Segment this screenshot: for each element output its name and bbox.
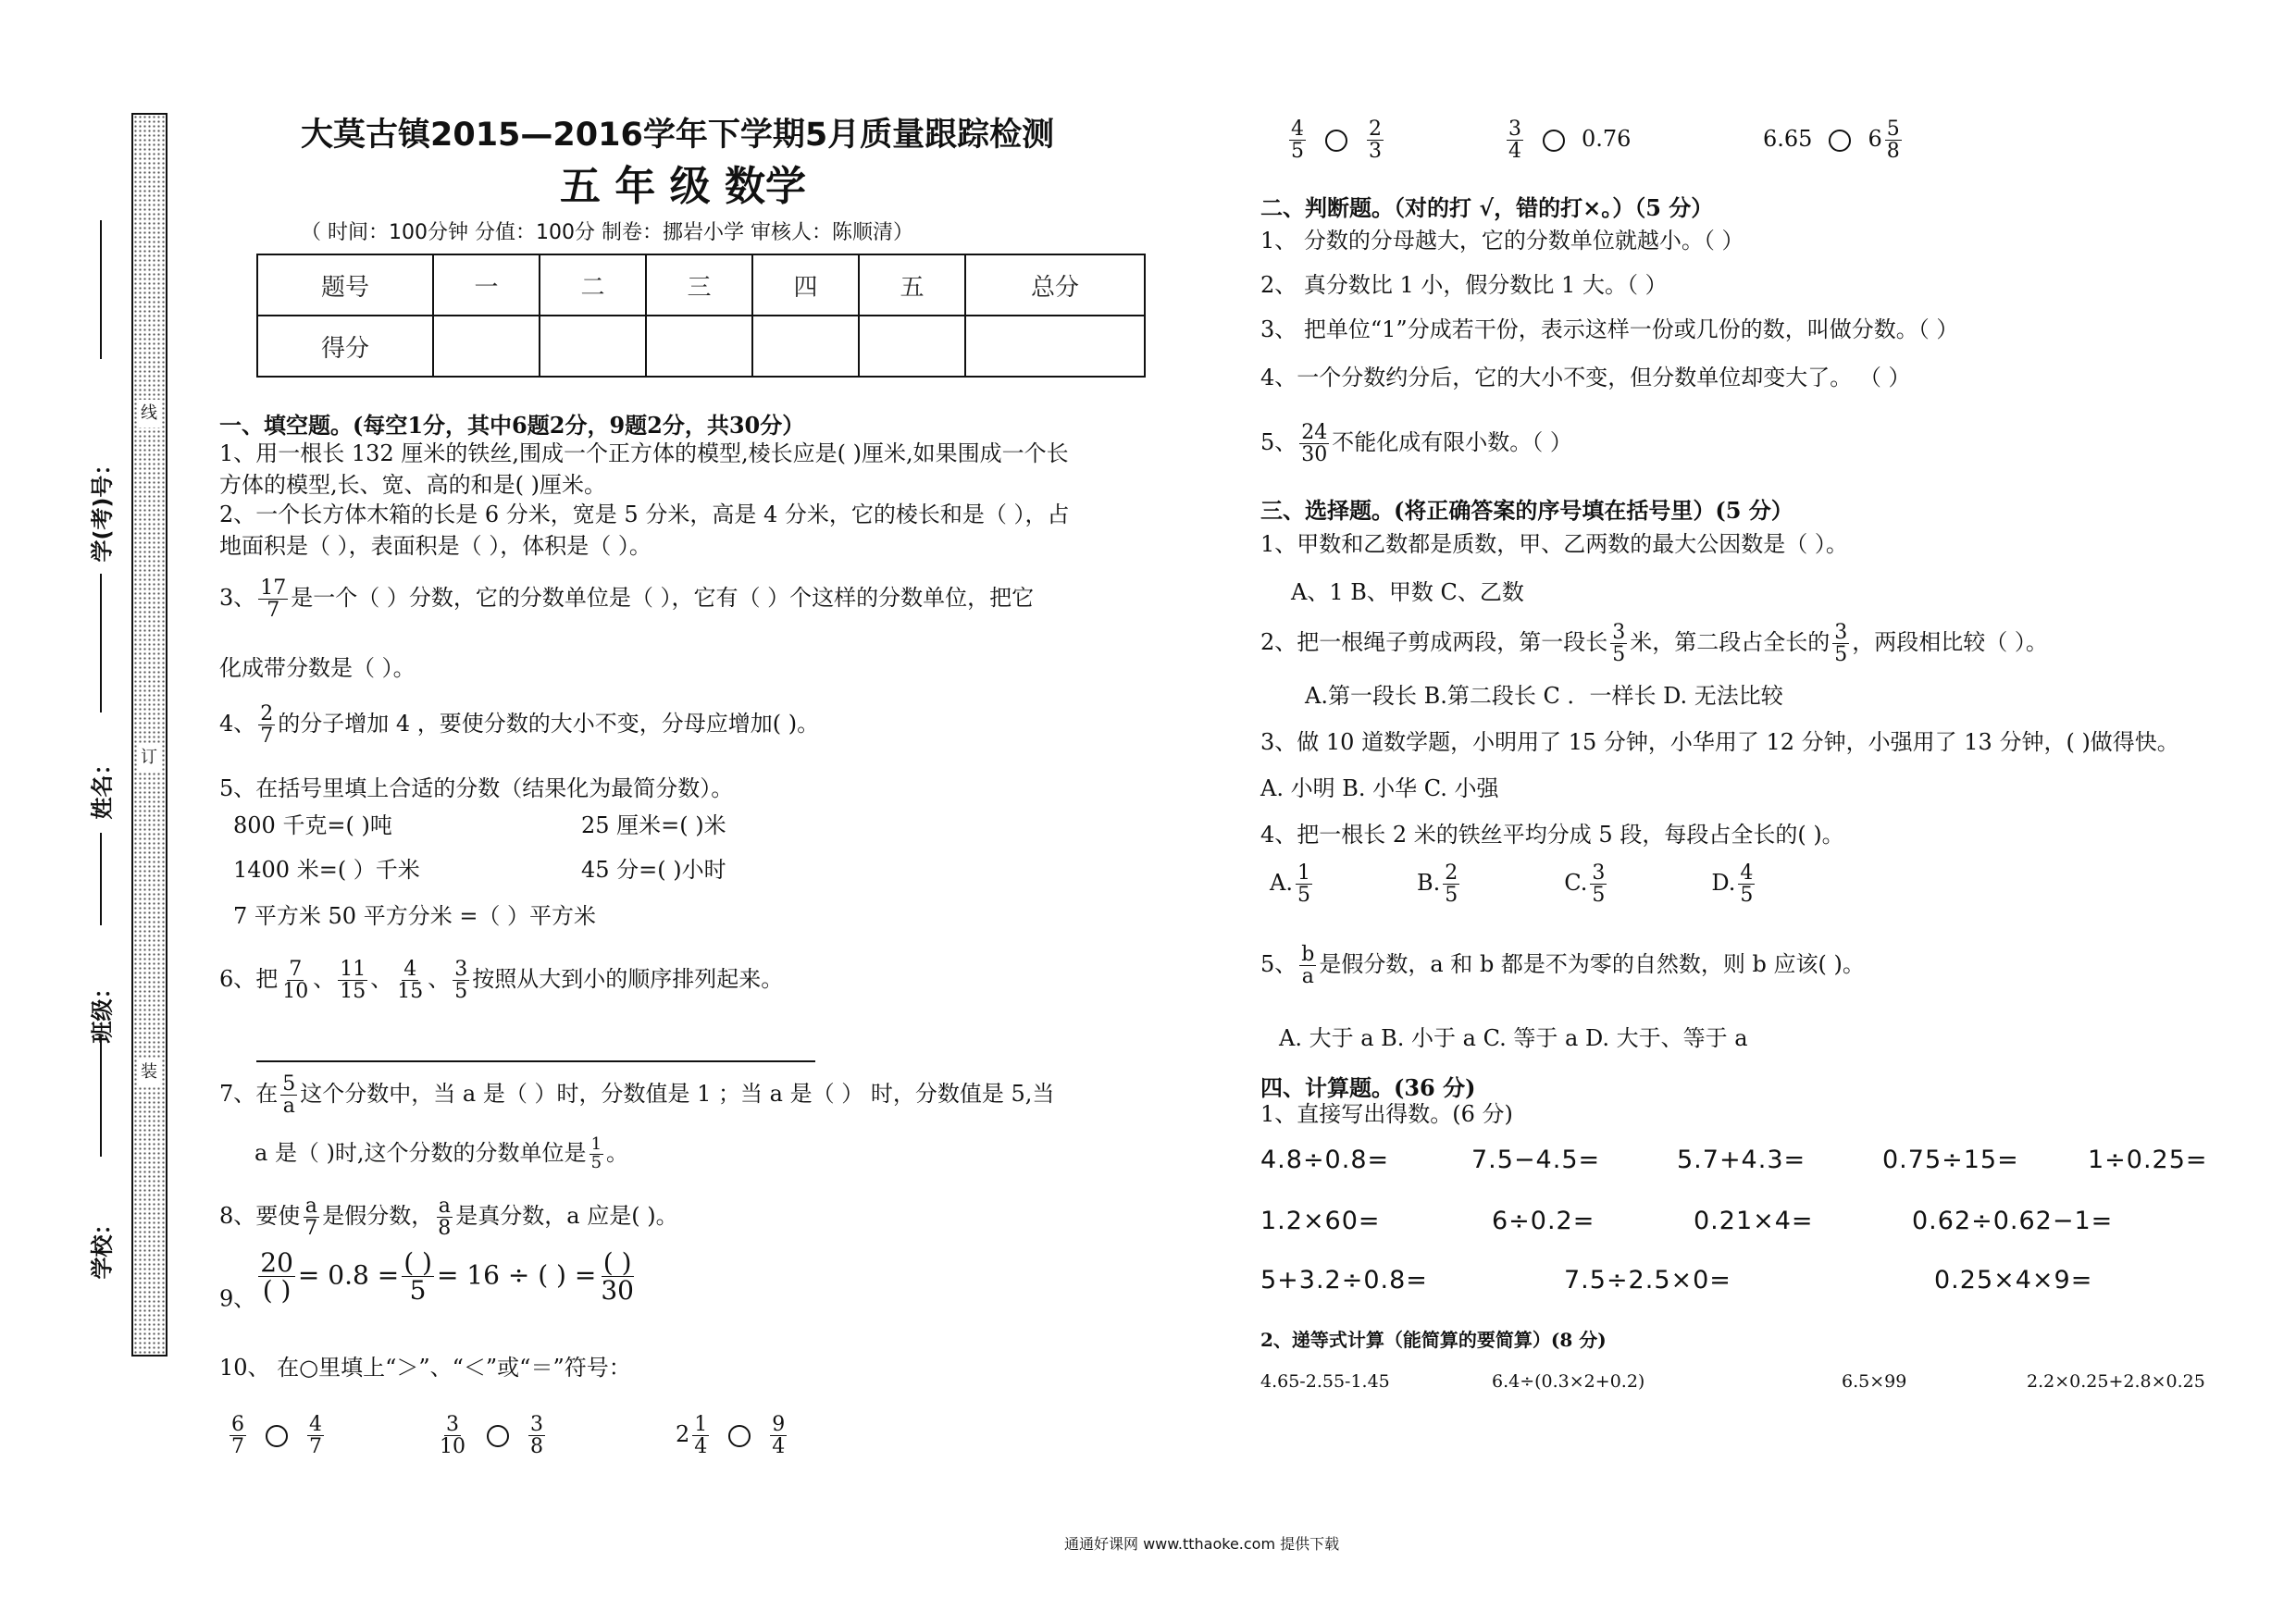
field-label-school: 学校： [89, 1212, 116, 1280]
calc-item: 1÷0.25= [2088, 1146, 2208, 1174]
compare-item [1763, 118, 1905, 162]
calc-item: 7.5÷2.5×0= [1564, 1266, 1731, 1295]
equation-text: = 16 ÷ ( ) = [436, 1259, 597, 1291]
score-input-cell[interactable] [540, 316, 646, 377]
section1-title: 一、填空题。(每空1分，其中6题2分，9题2分，共30分） [219, 412, 805, 439]
whole-number: 2 [676, 1421, 690, 1448]
fraction [258, 577, 288, 621]
numerator: 2 [1369, 118, 1382, 141]
denominator: 30 [1301, 443, 1328, 467]
fraction [1738, 862, 1755, 906]
score-header-cell: 一 [433, 254, 540, 316]
s3-q4: 4、把一根长 2 米的铁丝平均分成 5 段，每段占全长的( )。 [1260, 822, 1844, 848]
s3-q5 [1260, 944, 1865, 987]
score-input-cell[interactable] [433, 316, 540, 377]
numerator: 24 [1301, 421, 1328, 444]
exam-subtitle: 五 年 级 数学 [560, 163, 806, 210]
s1-q7-line2 [254, 1136, 628, 1172]
field-line-name[interactable] [100, 574, 102, 712]
q-text: 是假分数，a 和 b 都是不为零的自然数，则 b 应该( )。 [1319, 951, 1865, 978]
separator: 、 [370, 966, 393, 993]
option-label: C. [1564, 870, 1588, 897]
fraction [1832, 622, 1849, 665]
denominator: 5 [1592, 884, 1606, 908]
compare-item [227, 1414, 327, 1457]
q-text: 。 [606, 1139, 629, 1166]
denominator: 8 [530, 1435, 543, 1459]
denominator: 5 [1612, 643, 1626, 667]
score-header-cell: 总分 [965, 254, 1145, 316]
s2-q2: 2、 真分数比 1 小，假分数比 1 大。（ ） [1260, 272, 1668, 298]
numerator[interactable]: ( ) [602, 1247, 632, 1278]
separator: 、 [313, 966, 336, 993]
numerator: 7 [289, 958, 303, 981]
score-header-cell: 三 [646, 254, 752, 316]
fraction [402, 1249, 434, 1305]
field-label-xuehao: 学(考)号： [89, 452, 116, 563]
s1-q5-item: 800 千克=( )吨 [233, 812, 392, 838]
s3-q1: 1、甲数和乙数都是质数，甲、乙两数的最大公因数是（ ）。 [1260, 531, 1848, 557]
compare-circle[interactable] [728, 1425, 751, 1447]
fraction [1507, 118, 1523, 162]
calc-item: 0.75÷15= [1882, 1146, 2019, 1174]
numerator: 1 [694, 1413, 708, 1436]
s2-q3: 3、 把单位“1”分成若干份，表示这样一份或几份的数，叫做分数。（ ） [1260, 316, 1959, 342]
q-text: 是一个（ ）分数，它的分数单位是（ ），它有（ ）个这样的分数单位，把它 [291, 585, 1035, 612]
section4-title: 四、计算题。(36 分) [1260, 1074, 1476, 1101]
numerator: 5 [282, 1072, 296, 1096]
numerator: 20 [260, 1247, 293, 1278]
numerator[interactable]: ( ) [403, 1247, 432, 1278]
answer-line[interactable] [256, 1060, 815, 1062]
calc-item: 7.5−4.5= [1471, 1146, 1601, 1174]
compare-item [435, 1414, 548, 1457]
q-number: 7、在 [219, 1081, 279, 1108]
denominator: 30 [601, 1275, 634, 1307]
fraction [1296, 862, 1312, 906]
q-number: 8、要使 [219, 1203, 301, 1230]
calc-item: 6÷0.2= [1492, 1207, 1595, 1235]
fraction [1885, 118, 1902, 162]
denominator: a [282, 1095, 295, 1119]
binding-mark-zhuang: 装 [137, 1059, 161, 1086]
calc-item: 1.2×60= [1260, 1207, 1381, 1235]
numerator: 2 [260, 702, 274, 725]
compare-circle[interactable] [266, 1425, 288, 1447]
numerator: 4 [1740, 861, 1754, 885]
q-number: 5、 [1260, 951, 1297, 978]
score-input-cell[interactable] [646, 316, 752, 377]
fraction [280, 959, 310, 1002]
fraction [1299, 422, 1329, 465]
q-text: 按照从大到小的顺序排列起来。 [472, 966, 784, 993]
calc-item: 5.7+4.3= [1677, 1146, 1806, 1174]
s1-q2-line1: 2、一个长方体木箱的长是 6 分米，宽是 5 分米，高是 4 分米，它的棱长和是（ ），占 [219, 502, 1070, 527]
compare-circle[interactable] [1325, 130, 1347, 152]
s1-q5-item: 1400 米=( ）千米 [233, 857, 420, 883]
s4-sub1: 1、直接写出得数。(6 分) [1260, 1101, 1513, 1127]
numerator: 4 [403, 958, 417, 981]
score-input-cell[interactable] [752, 316, 859, 377]
field-line-class[interactable] [100, 833, 102, 925]
numerator: 4 [309, 1413, 322, 1436]
option-label: D. [1711, 870, 1736, 897]
fraction [258, 703, 275, 747]
q-text: 是假分数， [322, 1203, 434, 1230]
calc-item: 0.62÷0.62−1= [1912, 1207, 2114, 1235]
numerator: a [438, 1195, 451, 1218]
s4-sub2: 2、递等式计算（能简算的要简算）(8 分) [1260, 1329, 1607, 1351]
score-input-cell[interactable] [965, 316, 1145, 377]
calc-item: 0.25×4×9= [1934, 1266, 2093, 1295]
denominator: 5 [454, 980, 468, 1004]
fraction [280, 1073, 297, 1117]
fraction [436, 1196, 453, 1239]
option-label: B. [1416, 870, 1441, 897]
s1-q10: 10、 在○里填上“＞”、“＜”或“＝”符号： [219, 1355, 631, 1381]
fraction [307, 1414, 324, 1457]
separator: 、 [428, 966, 451, 993]
fraction [303, 1196, 319, 1239]
s1-q5-item: 7 平方米 50 平方分米 =（ ）平方米 [233, 903, 597, 929]
score-header-cell: 四 [752, 254, 859, 316]
denominator: 7 [231, 1435, 244, 1459]
s1-q3 [219, 577, 1034, 621]
score-input-cell[interactable] [859, 316, 965, 377]
s3-q2 [1260, 622, 2048, 665]
denominator: 15 [340, 980, 366, 1004]
fraction [1443, 862, 1459, 906]
compare-item [1286, 118, 1386, 162]
calc-item: 4.65-2.55-1.45 [1260, 1371, 1390, 1392]
section2-title: 二、判断题。（对的打 √，错的打×。）（5 分） [1260, 194, 1714, 221]
calc-item: 4.8÷0.8= [1260, 1146, 1390, 1174]
q-text: 的分子增加 4 ，要使分数的大小不变，分母应增加( )。 [278, 711, 820, 737]
numerator: 5 [1886, 118, 1900, 141]
denominator: 5 [1291, 140, 1304, 164]
calc-item: 6.4÷(0.3×2+0.2) [1492, 1371, 1645, 1392]
denominator: 7 [309, 1435, 322, 1459]
binding-mark-ding: 订 [137, 744, 161, 772]
denominator: 10 [282, 980, 309, 1004]
denominator: 5 [1740, 884, 1754, 908]
q-number: 9、 [219, 1285, 256, 1312]
fraction [599, 1249, 636, 1305]
s1-q5-item: 25 厘米=( )米 [581, 812, 726, 838]
s2-q4: 4、一个分数约分后，它的大小不变，但分数单位却变大了。 （ ） [1260, 365, 1911, 390]
s1-q7 [219, 1073, 1054, 1117]
denominator: 3 [1369, 140, 1382, 164]
exam-title: 大莫古镇2015—2016学年下学期5月质量跟踪检测 [301, 117, 1055, 154]
score-header-cell: 二 [540, 254, 646, 316]
s1-q8 [219, 1196, 678, 1239]
numerator: 3 [454, 958, 468, 981]
s1-q9 [219, 1249, 639, 1312]
denominator: 7 [304, 1217, 318, 1241]
numerator: b [1301, 943, 1315, 966]
numerator: 17 [260, 576, 287, 600]
field-line-xuehao[interactable] [100, 220, 102, 359]
denominator: 4 [1508, 140, 1521, 164]
calc-item: 5+3.2÷0.8= [1260, 1266, 1428, 1295]
numerator: a [304, 1195, 317, 1218]
denominator[interactable]: ( ) [262, 1275, 292, 1307]
denominator: 8 [1886, 140, 1900, 164]
compare-circle[interactable] [1829, 130, 1851, 152]
q-number: 3、 [219, 585, 256, 612]
denominator: 5 [1297, 884, 1310, 908]
s1-q3-line2: 化成带分数是（ ）。 [219, 655, 416, 681]
field-label-class: 班级： [89, 976, 116, 1044]
score-row-label: 得分 [257, 316, 433, 377]
s1-q2-line2: 地面积是（ ），表面积是（ ），体积是（ ）。 [219, 533, 652, 559]
denominator: 5 [409, 1275, 427, 1307]
numerator: 3 [1508, 118, 1521, 141]
fraction [230, 1414, 246, 1457]
exam-info: （ 时间：100分钟 分值：100分 制卷：挪岩小学 审核人：陈顺清） [301, 221, 913, 244]
s1-q1-line2: 方体的模型,长、宽、高的和是( )厘米。 [219, 472, 606, 498]
numerator: 1 [590, 1134, 602, 1154]
fraction [590, 1136, 603, 1172]
fraction [338, 959, 367, 1002]
calc-item: 6.5×99 [1842, 1371, 1907, 1392]
s1-q6 [219, 959, 783, 1002]
fraction [1299, 944, 1316, 987]
compare-item [1504, 118, 1631, 162]
score-header-cell: 题号 [257, 254, 433, 316]
numerator: 3 [1834, 621, 1848, 644]
numerator: 6 [231, 1413, 244, 1436]
numerator: 4 [1291, 118, 1304, 141]
denominator: 7 [267, 599, 280, 623]
numerator: 3 [1612, 621, 1626, 644]
field-label-name: 姓名： [89, 752, 116, 820]
s2-q1: 1、 分数的分母越大，它的分数单位就越小。（ ） [1260, 228, 1744, 254]
compare-value: 6.65 [1763, 126, 1813, 153]
denominator: 5 [1445, 884, 1458, 908]
q-text: 这个分数中，当 a 是（ ）时，分数值是 1 ；当 a 是（ ） 时，分数值是 5,当 [300, 1081, 1055, 1108]
fraction [1367, 118, 1384, 162]
s3-q1-options: A、1 B、甲数 C、乙数 [1291, 579, 1524, 605]
numerator: 2 [1445, 861, 1458, 885]
footer-text: 通通好课网 www.tthaoke.com 提供下载 [1064, 1535, 1340, 1553]
s3-q3-options: A. 小明 B. 小华 C. 小强 [1260, 775, 1499, 801]
compare-item [676, 1414, 789, 1457]
denominator: 7 [260, 725, 274, 749]
denominator: 4 [694, 1435, 708, 1459]
calc-item: 0.21×4= [1694, 1207, 1814, 1235]
q-number: 6、把 [219, 966, 279, 993]
q-text: 是真分数，a 应是( )。 [455, 1203, 678, 1230]
fraction [692, 1414, 709, 1457]
s3-q2-options: A.第一段长 B.第二段长 C ．一样长 D. 无法比较 [1305, 683, 1783, 709]
s1-q1-line1: 1、用一根长 132 厘米的铁丝,围成一个正方体的模型,棱长应是( )厘米,如果围成一个长 [219, 440, 1069, 466]
section3-title: 三、选择题。(将正确答案的序号填在括号里）(5 分） [1260, 497, 1793, 524]
q-text: a 是（ )时,这个分数的分数单位是 [254, 1139, 587, 1166]
compare-value: 0.76 [1582, 126, 1632, 153]
q-text: 米，第二段占全长的 [1630, 629, 1831, 656]
compare-circle[interactable] [1543, 130, 1565, 152]
fraction [1610, 622, 1627, 665]
s3-q5-options: A. 大于 a B. 小于 a C. 等于 a D. 大于、等于 a [1279, 1025, 1748, 1051]
denominator: 5 [1834, 643, 1848, 667]
s1-q4 [219, 703, 819, 747]
s3-q4-options [1270, 862, 1757, 906]
numerator: 3 [530, 1413, 543, 1436]
binding-mark-xian: 线 [137, 400, 161, 427]
fraction [438, 1414, 467, 1457]
binding-strip [131, 113, 168, 1357]
denominator: 8 [438, 1217, 452, 1241]
fraction [1289, 118, 1306, 162]
fraction [453, 959, 469, 1002]
denominator: a [1301, 965, 1314, 989]
numerator: 3 [1592, 861, 1606, 885]
denominator: 5 [590, 1152, 602, 1172]
q-text: 不能化成有限小数。（ ） [1332, 429, 1572, 456]
fraction [770, 1414, 787, 1457]
numerator: 11 [340, 958, 366, 981]
q-text: 2、把一根绳子剪成两段，第一段长 [1260, 629, 1608, 656]
fraction [395, 959, 425, 1002]
fraction [528, 1414, 545, 1457]
numerator: 9 [772, 1413, 786, 1436]
numerator: 3 [446, 1413, 459, 1436]
denominator: 10 [440, 1435, 465, 1459]
s2-q5 [1260, 422, 1572, 465]
denominator: 15 [397, 980, 424, 1004]
whole-number: 6 [1868, 126, 1882, 153]
fraction [258, 1249, 295, 1305]
s1-q5: 5、在括号里填上合适的分数（结果化为最简分数）。 [219, 775, 734, 801]
option-label: A. [1270, 870, 1293, 897]
field-line-school[interactable] [100, 1036, 102, 1157]
s1-q5-item: 45 分=( )小时 [581, 857, 726, 883]
numerator: 1 [1297, 861, 1310, 885]
equation-text: = 0.8 = [297, 1259, 400, 1291]
q-number: 4、 [219, 711, 256, 737]
score-header-cell: 五 [859, 254, 965, 316]
fraction [1590, 862, 1607, 906]
calc-item: 2.2×0.25+2.8×0.25 [2027, 1371, 2205, 1392]
s3-q3: 3、做 10 道数学题，小明用了 15 分钟，小华用了 12 分钟，小强用了 13 分钟，( )做得快。 [1260, 729, 2179, 755]
q-text: ，两段相比较（ ）。 [1852, 629, 2048, 656]
score-table [256, 254, 1146, 378]
compare-circle[interactable] [487, 1425, 509, 1447]
q-number: 5、 [1260, 429, 1297, 456]
denominator: 4 [772, 1435, 786, 1459]
